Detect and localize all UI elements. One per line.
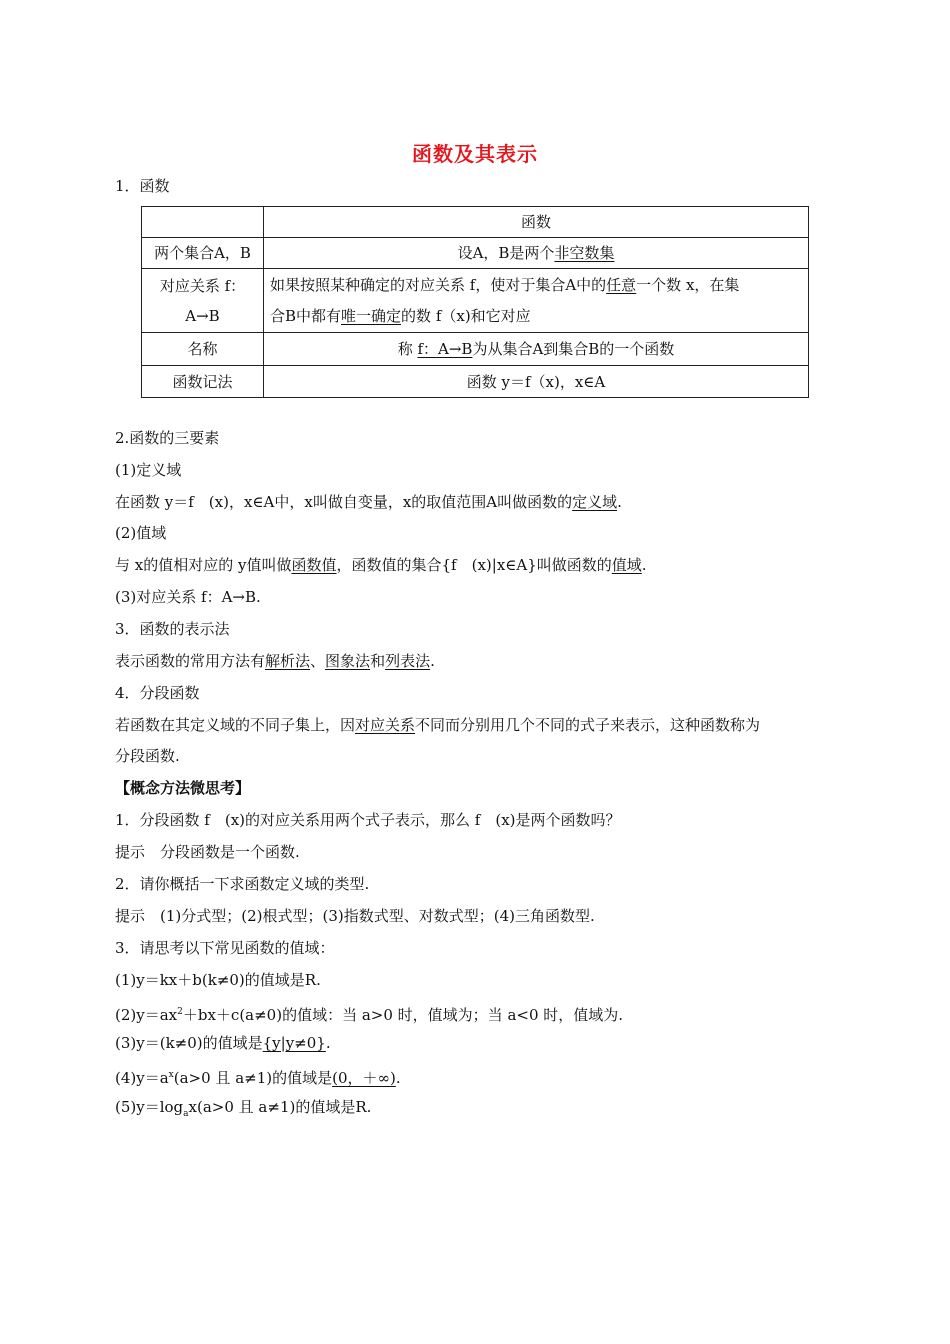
section-4-heading: 4．分段函数 bbox=[115, 684, 200, 702]
table-value-cell: 设A，B是两个非空数集 bbox=[264, 238, 809, 269]
think-heading: 【概念方法微思考】 bbox=[115, 779, 251, 797]
table-row bbox=[142, 269, 809, 333]
table-row bbox=[142, 333, 809, 366]
subsection-domain: (1)定义域 bbox=[115, 461, 182, 479]
range-item-5: $(5)y=\log_ax(a>0$ 且 a≠1)的值域是R. bbox=[115, 1098, 372, 1119]
table-row bbox=[142, 207, 809, 238]
paragraph-representation: 表示函数的常用方法有解析法、图象法和列表法. bbox=[115, 652, 435, 670]
table-row bbox=[142, 366, 809, 398]
section-3-heading: 3．函数的表示法 bbox=[115, 620, 230, 638]
paragraph-piecewise-2: 分段函数. bbox=[115, 747, 180, 765]
table-cell bbox=[142, 207, 264, 238]
table-header-cell: 函数 bbox=[264, 207, 809, 238]
range-item-3: (3)y＝(k≠0)的值域是{y|y≠0}. bbox=[115, 1034, 331, 1052]
table-value-cell: 称 f：A→B为从集合A到集合B的一个函数 bbox=[264, 333, 809, 366]
table-label-cell: 函数记法 bbox=[142, 366, 264, 398]
function-definition-table bbox=[141, 206, 809, 398]
range-item-2: $(2)y=ax^2+bx+c(a\ne 0)$的值域：当 a>0 时，值域为；当 a<0 时，值域为. bbox=[115, 1006, 624, 1024]
question-1: 1．分段函数 f (x)的对应关系用两个式子表示，那么 f (x)是两个函数吗？ bbox=[115, 811, 621, 829]
table-label-cell: 对应关系 f： A→B bbox=[142, 269, 264, 333]
table-value-cell: 如果按照某种确定的对应关系 f，使对于集合A中的任意一个数 x，在集 合B中都有唯一确定的数 f（x)和它对应 bbox=[264, 269, 809, 333]
question-3: 3．请思考以下常见函数的值域： bbox=[115, 939, 335, 957]
answer-2: 提示 (1)分式型；(2)根式型；(3)指数式型、对数式型；(4)三角函数型. bbox=[115, 907, 595, 925]
question-2: 2．请你概括一下求函数定义域的类型. bbox=[115, 875, 370, 893]
range-item-1: (1)y＝kx＋b(k≠0)的值域是R. bbox=[115, 971, 321, 989]
subsection-range: (2)值域 bbox=[115, 524, 167, 542]
answer-1: 提示 分段函数是一个函数. bbox=[115, 843, 300, 861]
paragraph-domain: 在函数 y＝f (x)，x∈A中，x叫做自变量，x的取值范围A叫做函数的定义域. bbox=[115, 493, 622, 511]
subsection-mapping: (3)对应关系 f：A→B. bbox=[115, 588, 261, 606]
paragraph-piecewise-1: 若函数在其定义域的不同子集上，因对应关系不同而分别用几个不同的式子来表示，这种函数称为 bbox=[115, 716, 761, 734]
paragraph-range: 与 x的值相对应的 y值叫做函数值，函数值的集合{f (x)|x∈A}叫做函数的值域. bbox=[115, 556, 647, 574]
page-title: 函数及其表示 bbox=[412, 142, 538, 166]
table-row bbox=[142, 238, 809, 269]
section-2-heading: 2.函数的三要素 bbox=[115, 429, 220, 447]
table-label-cell: 名称 bbox=[142, 333, 264, 366]
table-label-cell: 两个集合A，B bbox=[142, 238, 264, 269]
section-1-heading: 1．函数 bbox=[115, 177, 170, 195]
table-value-cell: 函数 y＝f（x)，x∈A bbox=[264, 366, 809, 398]
range-item-4: $(4)y=a^x(a>0$ 且 a≠1)的值域是(0，＋∞). bbox=[115, 1069, 401, 1087]
